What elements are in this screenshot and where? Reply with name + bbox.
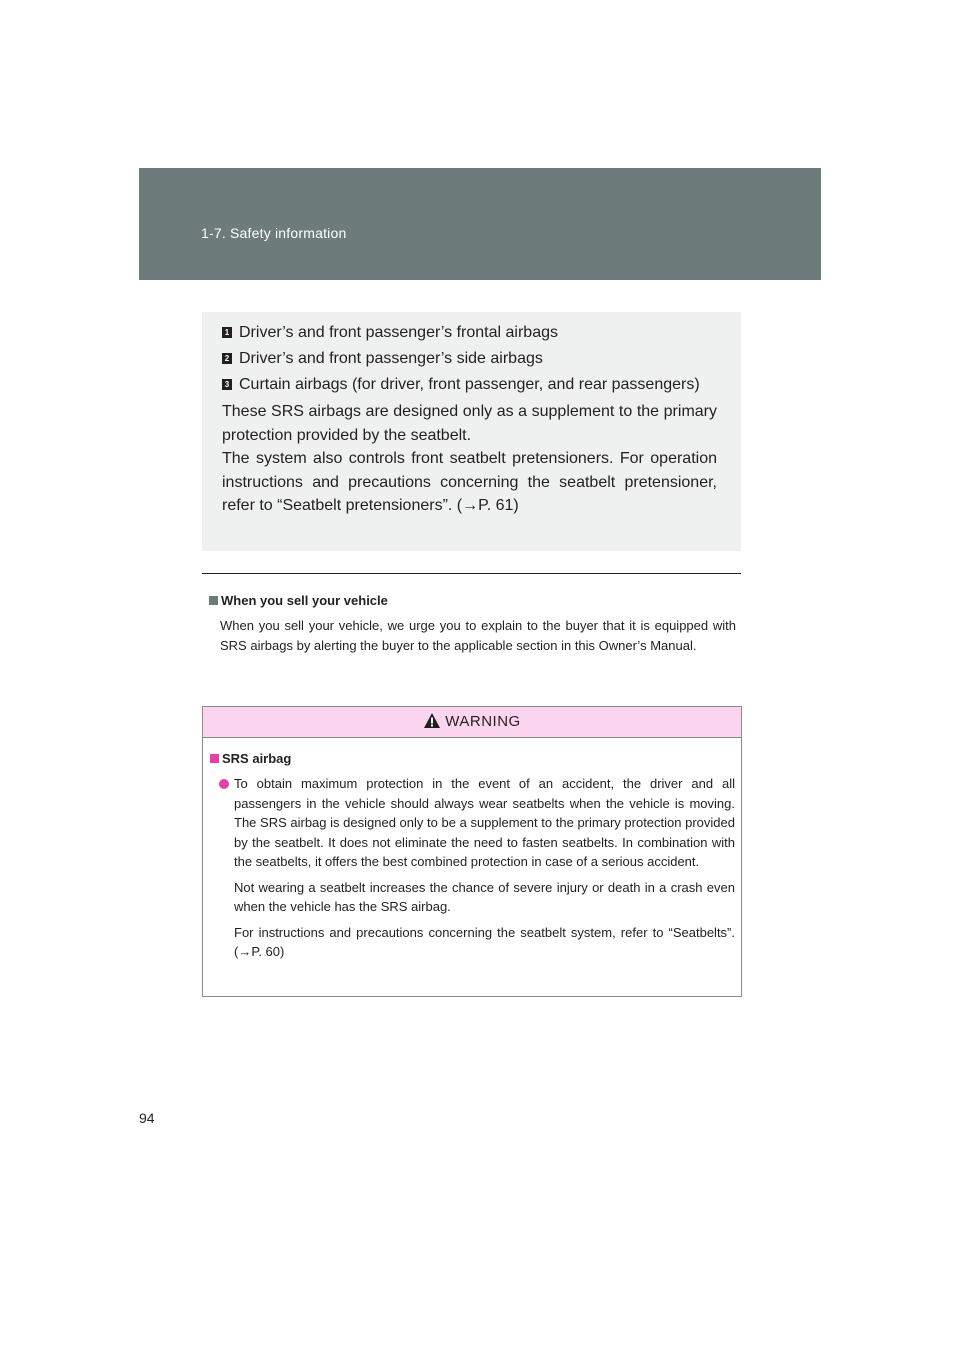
- info-paragraph: These SRS airbags are designed only as a supplement to the primary protection provided by the seatbelt.: [222, 403, 717, 444]
- warning-triangle-icon: [423, 710, 441, 740]
- warning-paragraph: For instructions and precautions concerning the seatbelt system, refer to “Seatbelts”. (→P. 60): [234, 924, 735, 959]
- square-bullet-icon: [210, 754, 219, 763]
- divider: [202, 573, 741, 574]
- warning-bullet-text: To obtain maximum protection in the event of an accident, the driver and all passengers in the vehicle should always wear seatbelts when the vehicle is moving. The SRS airbag is designed only to be a supplement to the primary protection provided by the seatbelt. It does not eliminate the need to fasten seatbelts. In combination with the seatbelts, it offers the best combined protection in case of a serious accident.: [234, 776, 735, 869]
- page-number: 94: [139, 1110, 155, 1126]
- warning-title: WARNING: [445, 713, 521, 730]
- warning-heading-text: SRS airbag: [222, 751, 292, 766]
- list-item-text: Driver’s and front passenger’s side airbags: [239, 350, 543, 367]
- round-bullet-icon: [219, 779, 229, 789]
- number-3-icon: 3: [222, 379, 232, 390]
- warning-paragraph: Not wearing a seatbelt increases the chance of severe injury or death in a crash even when the vehicle has the SRS airbag.: [234, 879, 735, 914]
- list-item: [222, 321, 717, 344]
- number-1-icon: 1: [222, 327, 232, 338]
- info-paragraph: The system also controls front seatbelt pretensioners. For operation instructions and precautions concerning the seatbelt pretensioner, refer to “Seatbelt pretensioners”. (→P. 61): [222, 450, 717, 514]
- warning-box: [202, 706, 742, 997]
- warning-header: [203, 707, 741, 738]
- note-heading-text: When you sell your vehicle: [221, 593, 388, 608]
- note-section: [209, 592, 736, 655]
- list-item-text: Driver’s and front passenger’s frontal airbags: [239, 324, 558, 341]
- number-2-icon: 2: [222, 353, 232, 364]
- note-heading: [209, 592, 736, 610]
- list-item-text: Curtain airbags (for driver, front passenger, and rear passengers): [239, 376, 700, 393]
- airbag-info-box: [202, 312, 741, 551]
- header-band: [139, 168, 821, 280]
- list-item: [222, 347, 717, 370]
- warning-bullet: [210, 774, 735, 872]
- warning-heading: [210, 750, 735, 768]
- note-body: When you sell your vehicle, we urge you to explain to the buyer that it is equipped with SRS airbags by alerting the buyer to the applicable section in this Owner’s Manual.: [220, 618, 736, 653]
- square-bullet-icon: [209, 596, 218, 605]
- list-item: [222, 373, 717, 396]
- section-title: 1-7. Safety information: [201, 225, 347, 241]
- warning-body: [203, 738, 741, 962]
